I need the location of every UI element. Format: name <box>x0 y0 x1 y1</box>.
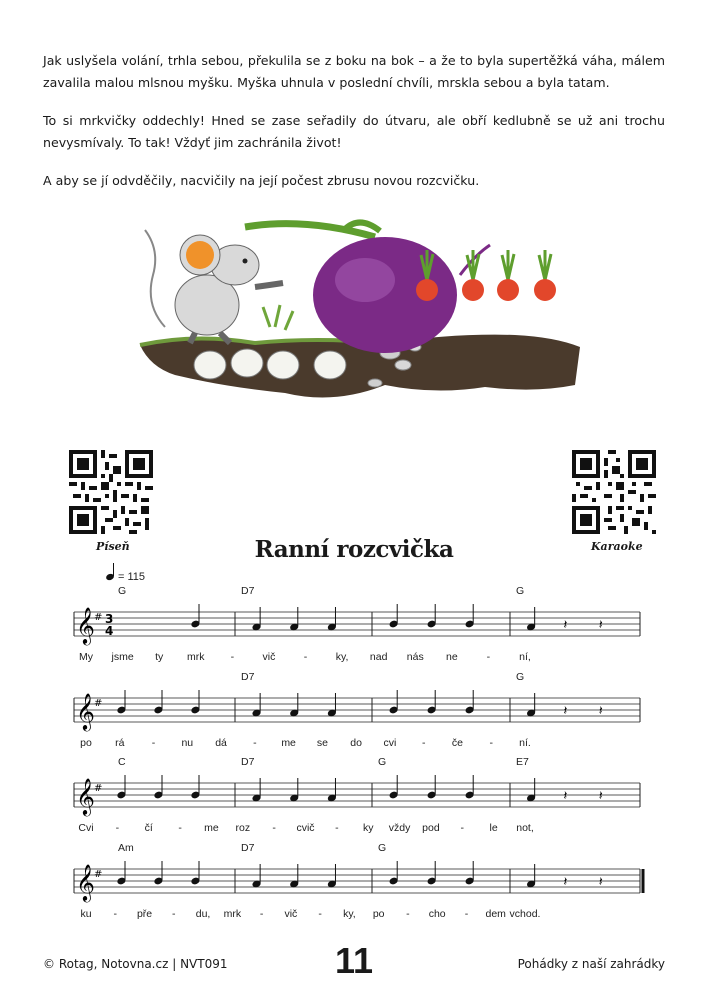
chord-symbol: Am <box>118 842 134 854</box>
chord-symbol: G <box>378 842 387 854</box>
lyric-syllable: pře <box>136 908 153 920</box>
lyric-syllable: vič <box>284 908 298 920</box>
lyric-syllable: - <box>113 908 118 920</box>
lyric-syllable: ní. <box>519 737 531 749</box>
lyric-syllable: do <box>350 737 362 749</box>
lyric-syllable: ty <box>155 651 164 663</box>
lyric-syllable: - <box>406 908 410 920</box>
lyric-syllable: - <box>172 908 176 920</box>
lyric-syllable: - <box>421 737 426 749</box>
lyric-syllable: roz <box>235 822 251 834</box>
time-signature-bottom: 4 <box>105 624 114 638</box>
lyric-syllable: mrk <box>223 908 242 920</box>
lyric-syllable: rá <box>115 737 125 749</box>
lyric-syllable: du, <box>195 908 211 920</box>
garden-illustration <box>135 215 585 440</box>
lyric-syllable: mrk <box>187 651 205 663</box>
treble-clef: 𝄞 <box>76 692 95 730</box>
lyric-syllable: - <box>230 651 235 663</box>
lyric-syllable: - <box>253 737 257 749</box>
key-signature-sharp: # <box>94 869 103 880</box>
lyric-syllable: - <box>178 822 182 834</box>
story-paragraph-3: A aby se jí odvděčily, nacvičily na její počest zbrusu novou rozcvičku. <box>43 173 480 188</box>
music-system <box>74 756 640 834</box>
lyric-syllable: Cvi <box>78 822 94 834</box>
chord-symbol: D7 <box>241 671 255 683</box>
qr-code-song[interactable] <box>69 450 153 534</box>
lyric-syllable: dem <box>485 908 506 920</box>
lyric-syllable: - <box>486 651 491 663</box>
quarter-rest: 𝄽 <box>598 618 603 633</box>
lyric-syllable: jsme <box>111 651 134 663</box>
lyric-syllable: me <box>281 737 296 749</box>
chord-symbol: G <box>378 756 387 768</box>
time-signature-top: 3 <box>105 612 114 626</box>
chord-symbol: D7 <box>241 842 255 854</box>
lyric-syllable: me <box>204 822 219 834</box>
lyric-syllable: vchod. <box>509 908 541 920</box>
quarter-rest: 𝄽 <box>598 875 603 890</box>
lyric-syllable: My <box>79 651 93 663</box>
quarter-rest: 𝄽 <box>563 704 568 719</box>
mouse <box>145 230 283 343</box>
qr-code-karaoke[interactable] <box>572 450 656 534</box>
lyric-syllable: dá <box>215 737 227 749</box>
kohlrabi <box>245 222 490 353</box>
sheet-music <box>0 560 708 930</box>
qr-label-song: Píseň <box>96 540 130 553</box>
treble-clef: 𝄞 <box>76 863 95 901</box>
lyric-syllable: ky <box>362 822 374 834</box>
lyric-syllable: pod <box>422 822 440 834</box>
story-paragraph-1: Jak uslyšela volání, trhla sebou, překulila se z boku na bok – a že to byla supertěžká váha, málem zavalila malou mlsnou myšku. Myška uhnula v poslední chvíli, mrskla sebou a byla tatam. <box>43 53 665 90</box>
quarter-rest: 𝄽 <box>563 789 568 804</box>
page-number: 11 <box>334 940 374 981</box>
lyric-syllable: ku <box>80 908 92 920</box>
tempo-text: = 115 <box>118 571 146 583</box>
chord-symbol: C <box>118 756 126 768</box>
music-system <box>74 842 643 920</box>
lyric-syllable: not, <box>516 822 534 834</box>
treble-clef: 𝄞 <box>76 777 95 815</box>
lyric-syllable: le <box>489 822 498 834</box>
lyric-syllable: nás <box>406 651 424 663</box>
qr-label-karaoke: Karaoke <box>591 540 643 553</box>
footer-book-title: Pohádky z naší zahrádky <box>517 957 665 971</box>
lyric-syllable: vždy <box>388 822 411 834</box>
chord-symbol: G <box>516 585 525 597</box>
key-signature-sharp: # <box>94 612 103 623</box>
lyric-syllable: - <box>464 908 469 920</box>
chord-symbol: D7 <box>241 585 255 597</box>
chord-symbol: G <box>118 585 127 597</box>
lyric-syllable: - <box>259 908 264 920</box>
lyric-syllable: - <box>489 737 493 749</box>
quarter-rest: 𝄽 <box>563 875 568 890</box>
lyric-syllable: - <box>335 822 339 834</box>
tempo-marking <box>105 563 145 583</box>
quarter-rest: 𝄽 <box>598 704 603 719</box>
footer-copyright: © Rotag, Notovna.cz | NVT091 <box>43 957 228 971</box>
lyric-syllable: - <box>115 822 120 834</box>
quarter-rest: 𝄽 <box>598 789 603 804</box>
lyric-syllable: po <box>80 737 92 749</box>
lyric-syllable: - <box>272 822 276 834</box>
lyric-syllable: po <box>372 908 385 920</box>
music-system <box>74 671 640 749</box>
music-system <box>74 585 640 663</box>
lyric-syllable: ky, <box>343 908 356 920</box>
lyric-syllable: - <box>151 737 156 749</box>
lyric-syllable: - <box>460 822 465 834</box>
chord-symbol: D7 <box>241 756 255 768</box>
lyric-syllable: cho <box>428 908 446 920</box>
key-signature-sharp: # <box>94 783 103 794</box>
lyric-syllable: vič <box>262 651 276 663</box>
lyric-syllable: ne <box>445 651 458 663</box>
lyric-syllable: nad <box>369 651 388 663</box>
key-signature-sharp: # <box>94 698 103 709</box>
lyric-syllable: - <box>303 651 308 663</box>
song-title: Ranní rozcvička <box>254 536 454 563</box>
chord-symbol: E7 <box>516 756 529 768</box>
lyric-syllable: cvi <box>383 737 397 749</box>
lyric-syllable: nu <box>181 737 194 749</box>
chord-symbol: G <box>516 671 525 683</box>
lyric-syllable: se <box>316 737 328 749</box>
lyric-syllable: ky, <box>335 651 349 663</box>
story-paragraph-2: To si mrkvičky oddechly! Hned se zase seřadily do útvaru, ale obří kedlubně se už ani trochu nevysmívaly. To tak! Vždyť jim zachránila život! <box>43 113 665 150</box>
lyric-syllable: ní, <box>519 651 531 663</box>
lyric-syllable: če <box>451 737 464 749</box>
treble-clef: 𝄞 <box>76 606 95 644</box>
quarter-rest: 𝄽 <box>563 618 568 633</box>
lyric-syllable: - <box>318 908 322 920</box>
lyric-syllable: čí <box>144 822 153 834</box>
lyric-syllable: cvič <box>296 822 315 834</box>
